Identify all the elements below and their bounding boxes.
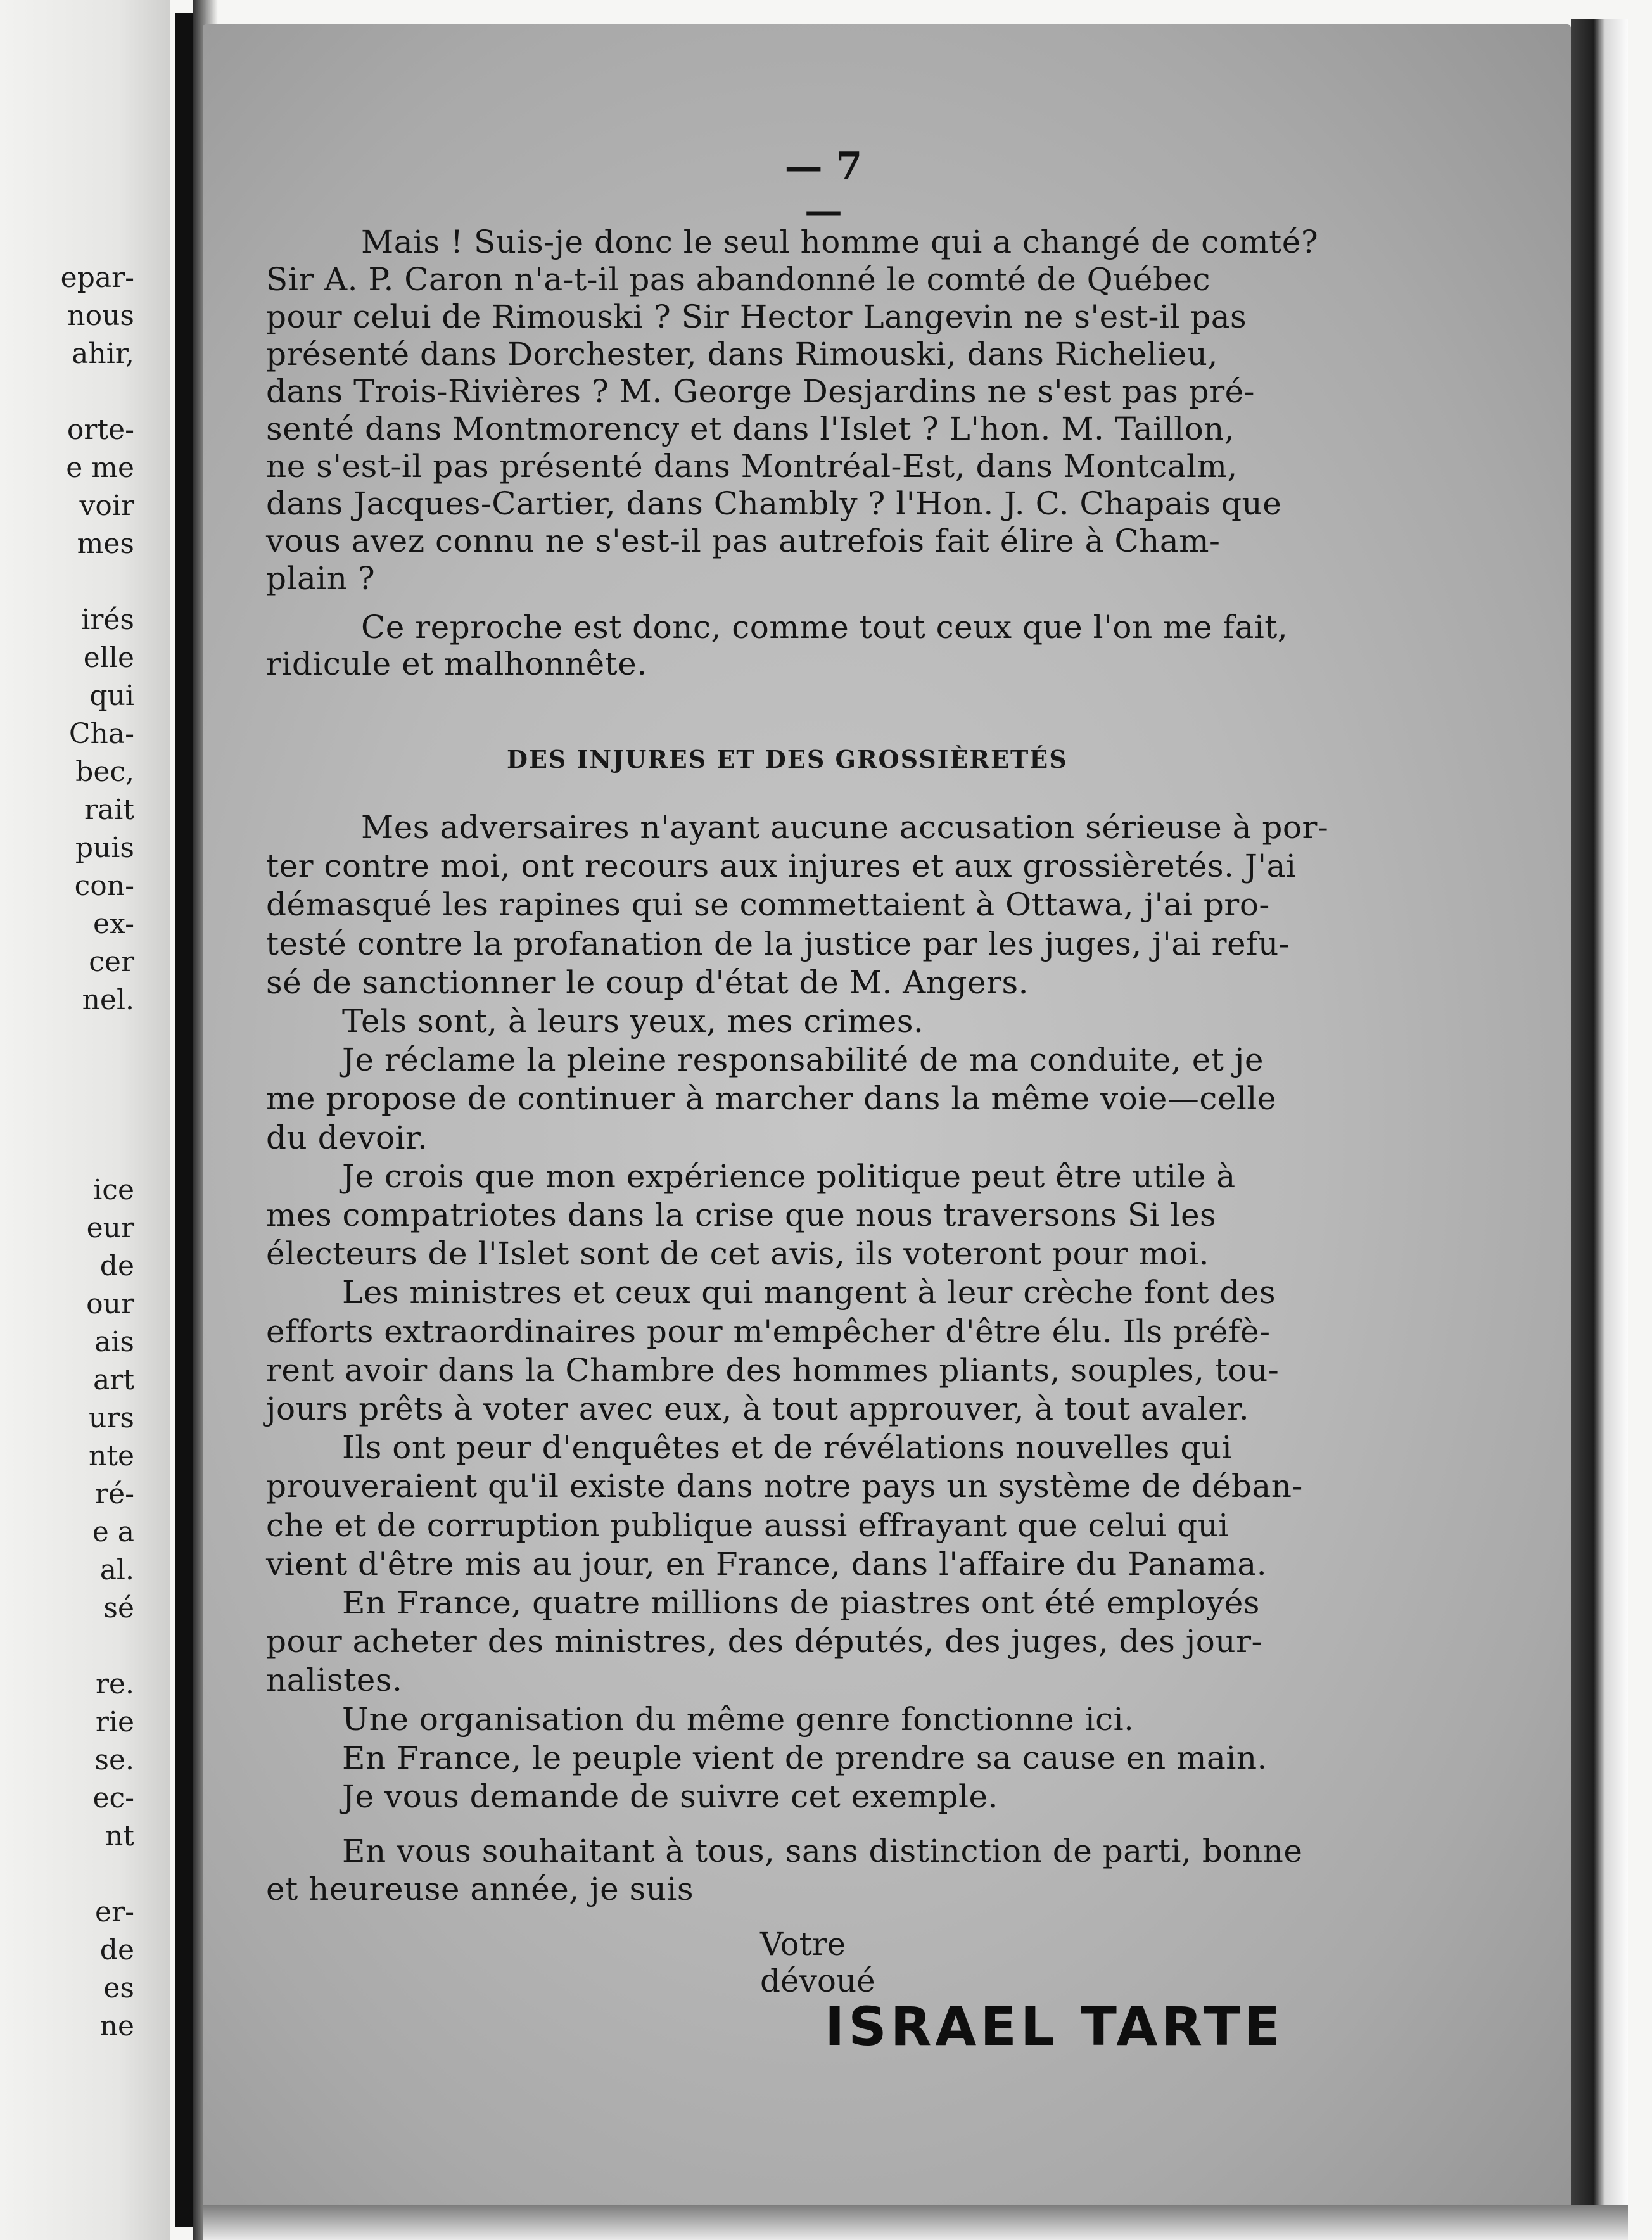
left-page-fragment: qui — [89, 680, 134, 712]
text-line: rent avoir dans la Chambre des hommes pliants, souples, tou- — [266, 1351, 1280, 1389]
left-page-fragment: ré- — [95, 1478, 134, 1510]
left-page-fragment: nte — [88, 1440, 134, 1472]
text-line: dans Trois-Rivières ? M. George Desjardins ne s'est pas pré- — [266, 373, 1255, 410]
left-page-fragment: art — [93, 1364, 134, 1396]
text-line: pour acheter des ministres, des députés, des juges, des jour- — [266, 1623, 1262, 1660]
text-line: plain ? — [266, 560, 376, 597]
text-line: Ce reproche est donc, comme tout ceux que l'on me fait, — [361, 609, 1288, 646]
left-page-fragment: nt — [105, 1820, 134, 1852]
left-page-fragment: de — [99, 1934, 134, 1966]
text-line: Mais ! Suis-je donc le seul homme qui a changé de comté? — [361, 224, 1319, 260]
left-page-fragment: se. — [94, 1744, 134, 1776]
left-page-fragment: ec- — [92, 1782, 134, 1814]
text-line: ne s'est-il pas présenté dans Montréal-Est, dans Montcalm, — [266, 448, 1238, 485]
text-line: prouveraient qu'il existe dans notre pays un système de déban- — [266, 1468, 1303, 1505]
bottom-edge — [203, 2205, 1628, 2240]
text-line: Tels sont, à leurs yeux, mes crimes. — [342, 1003, 924, 1040]
left-page-fragment: cer — [89, 946, 134, 978]
text-line: dans Jacques-Cartier, dans Chambly ? l'Hon. J. C. Chapais que — [266, 485, 1282, 522]
left-page-fragment: orte- — [67, 414, 134, 446]
left-page-fragment: es — [103, 1972, 134, 2004]
text-line: Je crois que mon expérience politique peut être utile à — [342, 1157, 1236, 1195]
text-line: En vous souhaitant à tous, sans distinction de parti, bonne — [342, 1833, 1303, 1869]
text-line: testé contre la profanation de la justice par les juges, j'ai refu- — [266, 925, 1290, 962]
text-line: présenté dans Dorchester, dans Rimouski, dans Richelieu, — [266, 336, 1218, 372]
left-page-fragment: rie — [95, 1706, 134, 1738]
page-gutter — [175, 13, 193, 2227]
left-page-fragment: Cha- — [68, 718, 134, 750]
left-page-fragment: urs — [89, 1402, 134, 1434]
left-page-fragment: al. — [99, 1554, 134, 1586]
left-page-fragment: nel. — [82, 984, 134, 1016]
text-line: efforts extraordinaires pour m'empêcher d'être élu. Ils préfè- — [266, 1313, 1271, 1350]
text-line: vous avez connu ne s'est-il pas autrefois fait élire à Cham- — [266, 523, 1221, 559]
left-page-fragment: de — [99, 1250, 134, 1282]
left-page-fragment: e me — [66, 452, 134, 484]
text-line: Je vous demande de suivre cet exemple. — [342, 1778, 998, 1815]
text-line: électeurs de l'Islet sont de cet avis, ils voteront pour moi. — [266, 1235, 1209, 1273]
text-line: vient d'être mis au jour, en France, dans l'affaire du Panama. — [266, 1545, 1268, 1582]
text-line: ridicule et malhonnête. — [266, 646, 647, 682]
text-line: du devoir. — [266, 1119, 428, 1156]
left-page-fragment: nous — [67, 300, 134, 332]
text-line: che et de corruption publique aussi effrayant que celui qui — [266, 1506, 1229, 1544]
text-line: En France, le peuple vient de prendre sa cause en main. — [342, 1739, 1268, 1776]
left-page-fragment: rait — [84, 794, 134, 826]
page-edge — [1571, 19, 1628, 2224]
left-page-fragment: e a — [92, 1516, 134, 1548]
left-page-fragment: voir — [79, 490, 134, 522]
text-line: démasqué les rapines qui se commettaient à Ottawa, j'ai pro- — [266, 886, 1270, 924]
left-page-fragment: ahir, — [72, 338, 134, 370]
left-page-fragment: ais — [94, 1326, 134, 1358]
left-page-fragment: our — [86, 1288, 134, 1320]
text-line: Je réclame la pleine responsabilité de ma conduite, et je — [342, 1041, 1264, 1079]
section-heading: DES INJURES ET DES GROSSIÈRETÉS — [507, 745, 1068, 773]
left-page-fragment: ex- — [93, 908, 134, 940]
left-page-fragment: mes — [77, 528, 134, 560]
left-page-fragment: bec, — [75, 756, 134, 788]
text-line: sé de sanctionner le coup d'état de M. Angers. — [266, 964, 1029, 1001]
page-number: — 7 — — [784, 144, 863, 233]
left-page-fragment: sé — [103, 1592, 134, 1624]
text-line: En France, quatre millions de piastres ont été employés — [342, 1584, 1260, 1621]
left-page-fragment: ne — [99, 2010, 134, 2042]
text-line: pour celui de Rimouski ? Sir Hector Langevin ne s'est-il pas — [266, 298, 1247, 335]
text-line: ter contre moi, ont recours aux injures et aux grossièretés. J'ai — [266, 848, 1297, 885]
text-line: Les ministres et ceux qui mangent à leur crèche font des — [342, 1274, 1276, 1311]
text-line: Mes adversaires n'ayant aucune accusation sérieuse à por- — [361, 809, 1329, 846]
text-line: senté dans Montmorency et dans l'Islet ? L'hon. M. Taillon, — [266, 410, 1235, 447]
left-page-fragment: eur — [86, 1212, 134, 1244]
left-page-margin — [0, 0, 170, 2240]
text-line: Sir A. P. Caron n'a-t-il pas abandonné le comté de Québec — [266, 261, 1211, 298]
valediction: Votre dévoué — [760, 1926, 875, 1999]
text-line: Ils ont peur d'enquêtes et de révélations nouvelles qui — [342, 1429, 1233, 1467]
left-page-fragment: con- — [74, 870, 134, 902]
left-page-fragment: ice — [93, 1174, 134, 1206]
text-line: me propose de continuer à marcher dans la même voie—celle — [266, 1080, 1277, 1117]
text-line: mes compatriotes dans la crise que nous traversons Si les — [266, 1197, 1217, 1233]
left-page-fragment: puis — [75, 832, 134, 864]
text-line: jours prêts à voter avec eux, à tout approuver, à tout avaler. — [266, 1390, 1250, 1427]
text-line: Une organisation du même genre fonctionne ici. — [342, 1700, 1134, 1738]
left-page-fragment: re. — [95, 1668, 134, 1700]
text-line: et heureuse année, je suis — [266, 1871, 694, 1907]
left-page-fragment: er- — [95, 1896, 134, 1928]
signature: ISRAEL TARTE — [825, 1995, 1284, 2058]
left-page-fragment: epar- — [60, 262, 134, 294]
left-page-fragment: elle — [83, 642, 134, 674]
left-page-fragment: irés — [81, 604, 134, 636]
text-line: nalistes. — [266, 1662, 403, 1699]
